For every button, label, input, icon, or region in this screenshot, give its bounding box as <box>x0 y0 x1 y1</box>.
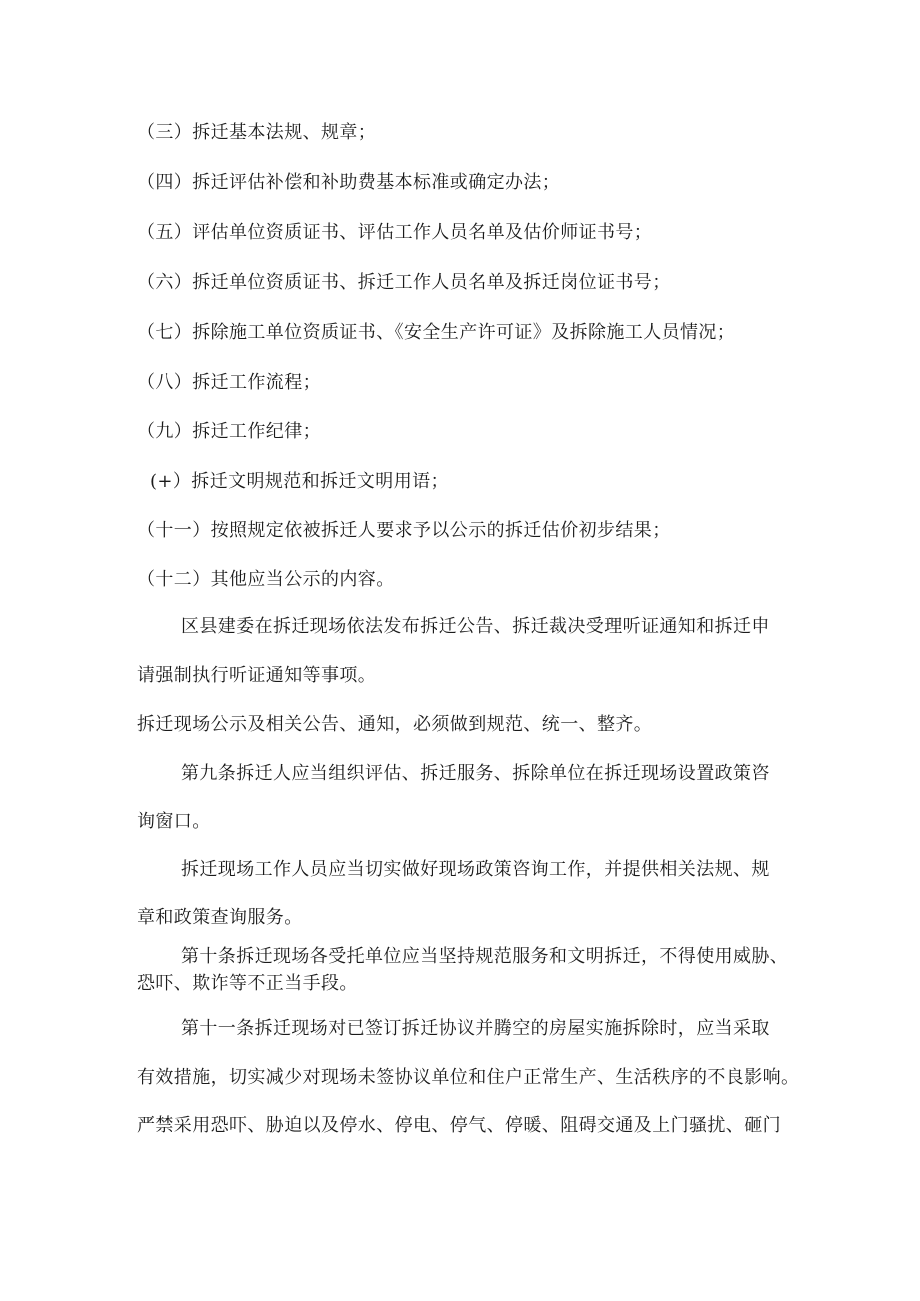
list-item-6: （六）拆迁单位资质证书、拆迁工作人员名单及拆迁岗位证书号； <box>137 272 671 293</box>
paragraph-5-line-1: 第十条拆迁现场各受托单位应当坚持规范服务和文明拆迁，不得使用威胁、 <box>181 946 789 967</box>
paragraph-6-line-3: 严禁采用恐吓、胁迫以及停水、停电、停气、停暖、阻碍交通及上门骚扰、砸门 <box>137 1115 781 1136</box>
list-item-11: （十一）按照规定依被拆迁人要求予以公示的拆迁估价初步结果； <box>137 520 671 541</box>
paragraph-4-line-2: 章和政策查询服务。 <box>137 907 303 928</box>
paragraph-6-line-1: 第十一条拆迁现场对已签订拆迁协议并腾空的房屋实施拆除时，应当采取 <box>181 1018 770 1039</box>
list-item-10: (+）拆迁文明规范和拆迁文明用语； <box>150 471 449 492</box>
paragraph-5-line-2: 恐吓、欺诈等不正当手段。 <box>137 973 358 994</box>
list-item-9: （九）拆迁工作纪律； <box>137 421 321 442</box>
paragraph-4-line-1: 拆迁现场工作人员应当切实做好现场政策咨询工作，并提供相关法规、规 <box>181 859 770 880</box>
paragraph-2-line-1: 拆迁现场公示及相关公告、通知，必须做到规范、统一、整齐。 <box>137 714 653 735</box>
paragraph-1-line-2: 请强制执行听证通知等事项。 <box>137 665 377 686</box>
list-item-12: （十二）其他应当公示的内容。 <box>137 569 395 590</box>
list-item-5: （五）评估单位资质证书、评估工作人员名单及估价师证书号； <box>137 222 653 243</box>
list-item-3: （三）拆迁基本法规、规章； <box>137 122 377 143</box>
paragraph-3-line-2: 询窗口。 <box>137 811 211 832</box>
paragraph-3-line-1: 第九条拆迁人应当组织评估、拆迁服务、拆除单位在拆迁现场设置政策咨 <box>181 763 770 784</box>
list-item-8: （八）拆迁工作流程； <box>137 372 321 393</box>
list-item-7: （七）拆除施工单位资质证书、《安全生产许可证》及拆除施工人员情况； <box>137 322 736 343</box>
list-item-4: （四）拆迁评估补偿和补助费基本标准或确定办法； <box>137 172 561 193</box>
paragraph-1-line-1: 区县建委在拆迁现场依法发布拆迁公告、拆迁裁决受理听证通知和拆迁申 <box>181 616 770 637</box>
paragraph-6-line-2: 有效措施，切实减少对现场未签协议单位和住户正常生产、生活秩序的不良影响。 <box>137 1067 800 1088</box>
